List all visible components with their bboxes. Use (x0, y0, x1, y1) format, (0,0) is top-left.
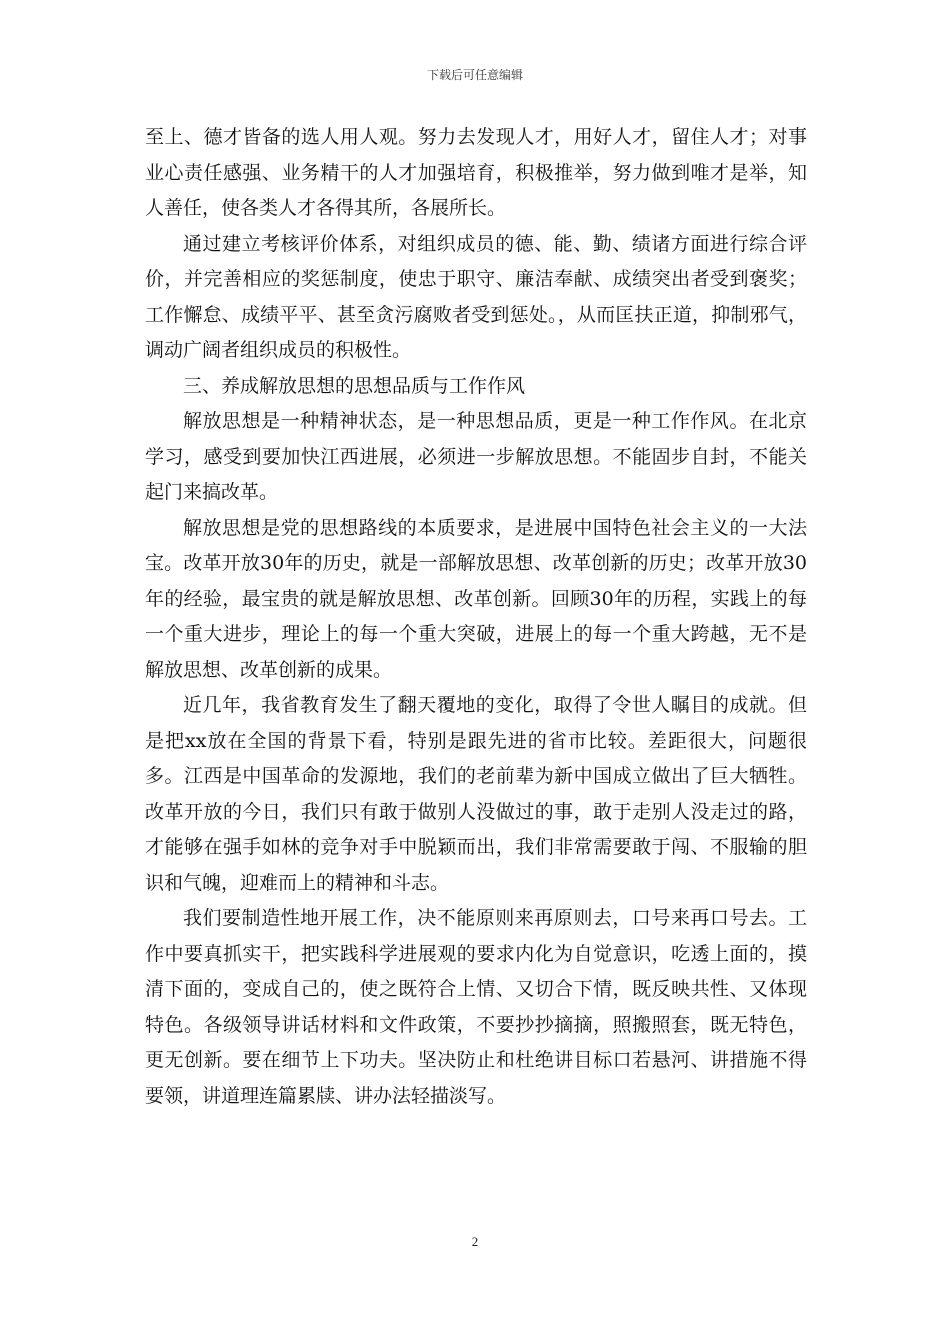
paragraph-work-style: 我们要制造性地开展工作，决不能原则来再原则去，口号来再口号去。工作中要真抓实干，把实践科学进展观的要求内化为自觉意识，吃透上面的，摸清下面的，变成自己的，使之既符合上情、又切合下情，既反映共性、又体现特色。各级领导讲话材料和文件政策，不要抄抄摘摘，照搬照套，既无特色，更无创新。要在细节上下功夫。坚决防止和杜绝讲目标口若悬河、讲措施不得要领，讲道理连篇累牍、讲办法轻描淡写。 (145, 907, 807, 1107)
paragraph-emancipation: 解放思想是一种精神状态，是一种思想品质，更是一种工作作风。在北京学习，感受到要加快江西进展，必须进一步解放思想。不能固步自封，不能关起门来搞改革。 (145, 410, 807, 503)
paragraph-party-line: 解放思想是党的思想路线的本质要求，是进展中国特色社会主义的一大法宝。改革开放30年的历史，就是一部解放思想、改革创新的历史；改革开放30年的经验，最宝贵的就是解放思想、改革创新。回顾30年的历程，实践上的每一个重大进步，理论上的每一个重大突破，进展上的每一个重大跨越，无不是解放思想、改革创新的成果。 (145, 516, 807, 681)
page-number: 2 (471, 1234, 479, 1249)
paragraph-continued: 至上、德才皆备的选人用人观。努力去发现人才，用好人才，留住人才；对事业心责任感强、业务精干的人才加强培育，积极推举，努力做到唯才是举，知人善任，使各类人才各得其所，各展所长。 (145, 126, 807, 219)
paragraph-evaluation: 通过建立考核评价体系，对组织成员的德、能、勤、绩诸方面进行综合评价，并完善相应的奖惩制度，使忠于职守、廉洁奉献、成绩突出者受到褒奖；工作懈怠、成绩平平、甚至贪污腐败者受到惩处。，从而匡扶正道，抑制邪气，调动广阔者组织成员的积极性。 (145, 232, 807, 361)
page-header: 下载后可任意编辑 (426, 68, 523, 82)
paragraph-education: 近几年，我省教育发生了翻天覆地的变化，取得了令世人瞩目的成就。但是把xx放在全国的背景下看，特别是跟先进的省市比较。差距很大，问题很多。江西是中国革命的发源地，我们的老前辈为新中国成立做出了巨大牺牲。改革开放的今日，我们只有敢于做别人没做过的事，敢于走别人没走过的路，才能够在强手如林的竞争对手中脱颖而出，我们非常需要敢于闯、不服输的胆识和气魄，迎难而上的精神和斗志。 (145, 694, 807, 894)
document-body (145, 120, 807, 1114)
section-heading: 三、养成解放思想的思想品质与工作作风 (183, 374, 526, 397)
